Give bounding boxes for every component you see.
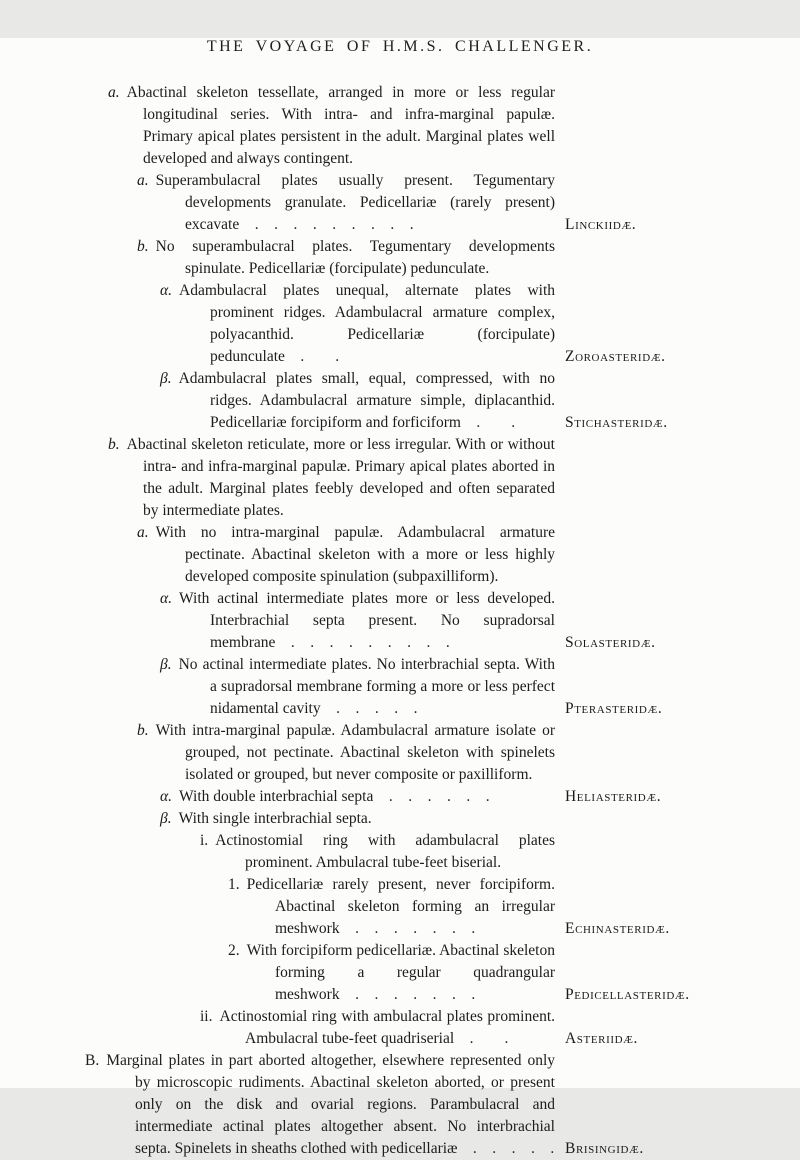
entry-text: With actinal intermediate plates more or less developed. Interbrachial septa present. No supradorsal membrane	[179, 590, 555, 651]
key-entry	[85, 170, 755, 236]
dot-leader: . .	[460, 414, 516, 431]
entry-text: With no intra-marginal papulæ. Adambulacral armature pectinate. Abactinal skeleton with a more or less highly developed composite spinulation (subpaxilliform).	[155, 524, 555, 585]
family-name: Stichasteridæ.	[565, 414, 668, 431]
family-name: Zoroasteridæ.	[565, 348, 666, 365]
entry-text-wrap	[85, 808, 555, 830]
entry-text: With forcipiform pedicellariæ. Abactinal skeleton forming a regular quadrangular meshwork	[246, 942, 555, 1003]
entry-text-wrap	[85, 874, 555, 940]
entry-text-wrap	[85, 280, 555, 368]
key-entry	[85, 830, 755, 874]
taxonomic-key	[85, 82, 755, 1160]
family-name: Heliasteridæ.	[565, 788, 662, 805]
entry-text: Actinostomial ring with ambulacral plates prominent. Ambulacral tube-feet quadriserial	[219, 1008, 555, 1047]
entry-text: Superambulacral plates usually present. Tegumentary developments granulate. Pedicellariæ (rarely present) excavate	[155, 172, 555, 233]
family-name: Pedicellasteridæ.	[565, 986, 690, 1003]
entry-text-wrap	[85, 522, 555, 588]
dot-leader: . . . . . .	[373, 788, 490, 805]
entry-text-wrap	[85, 82, 555, 170]
entry-marker: b.	[108, 436, 120, 453]
dot-leader: . . . . .	[320, 700, 418, 717]
key-entry	[85, 522, 755, 588]
entry-text-wrap	[85, 940, 555, 1006]
key-entry	[85, 720, 755, 786]
entry-text-wrap	[85, 830, 555, 874]
scanned-document-page	[0, 38, 800, 1157]
entry-marker: ii.	[200, 1008, 213, 1025]
entry-marker: a.	[108, 84, 120, 101]
key-entry	[85, 434, 755, 522]
entry-marker: α.	[160, 282, 173, 299]
dot-leader: . . . . . . . . .	[275, 634, 450, 651]
entry-text-wrap	[85, 786, 555, 808]
entry-marker: α.	[160, 590, 173, 607]
entry-text: Actinostomial ring with adambulacral plates prominent. Ambulacral tube-feet biserial.	[215, 832, 555, 871]
entry-text-wrap	[85, 720, 555, 786]
family-name: Linckiidæ.	[565, 216, 637, 233]
entry-text: With double interbrachial septa	[179, 788, 374, 805]
entry-text: Abactinal skeleton tessellate, arranged in more or less regular longitudinal series. With intra- and infra-marginal papulæ. Primary apical plates persistent in the adult. Marginal plates well developed and always contingent.	[126, 84, 555, 167]
family-name: Pterasteridæ.	[565, 700, 663, 717]
entry-text-wrap	[85, 170, 555, 236]
family-name: Brisingidæ.	[565, 1140, 644, 1157]
entry-text: No actinal intermediate plates. No interbrachial septa. With a supradorsal membrane forming a more or less perfect nidamental cavity	[178, 656, 555, 717]
key-entry	[85, 1006, 755, 1050]
entry-marker: a.	[137, 172, 149, 189]
entry-text: Marginal plates in part aborted altogether, elsewhere represented only by microscopic rudiments. Abactinal skeleton aborted, or present only on the disk and ovarial regions. Parambulacral and intermediate actinal plates altogether absent. No interbrachial septa. Spinelets in sheaths clothed with pedicellariæ	[106, 1052, 555, 1157]
key-entry	[85, 588, 755, 654]
entry-marker: b.	[137, 722, 149, 739]
entry-marker: b.	[137, 238, 149, 255]
dot-leader: . . . . . . .	[339, 920, 476, 937]
entry-marker: β.	[160, 656, 172, 673]
key-entry	[85, 280, 755, 368]
entry-marker: 1.	[228, 876, 240, 893]
key-entry	[85, 1050, 755, 1160]
entry-text-wrap	[85, 434, 555, 522]
entry-text-wrap	[85, 654, 555, 720]
key-entry	[85, 874, 755, 940]
dot-leader: . .	[454, 1030, 509, 1047]
dot-leader: . .	[284, 348, 340, 365]
dot-leader: . . . . . . . . .	[239, 216, 414, 233]
key-entry	[85, 368, 755, 434]
dot-leader: . . . . .	[457, 1140, 555, 1157]
family-name: Echinasteridæ.	[565, 920, 670, 937]
page-title: THE VOYAGE OF H.M.S. CHALLENGER.	[206, 38, 594, 55]
entry-text: Adambulacral plates unequal, alternate plates with prominent ridges. Adambulacral armature complex, polyacanthid. Pedicellariæ (forcipulate) pedunculate	[179, 282, 555, 365]
entry-marker: α.	[160, 788, 173, 805]
entry-text: Pedicellariæ rarely present, never forcipiform. Abactinal skeleton forming an irregular meshwork	[246, 876, 555, 937]
entry-marker: 2.	[228, 942, 240, 959]
entry-text-wrap	[85, 368, 555, 434]
entry-marker: B.	[85, 1052, 100, 1069]
entry-marker: i.	[200, 832, 209, 849]
entry-marker: β.	[160, 810, 172, 827]
family-name: Asteriidæ.	[565, 1030, 639, 1047]
entry-marker: β.	[160, 370, 172, 387]
entry-text-wrap	[85, 1050, 555, 1160]
key-entry	[85, 82, 755, 170]
key-entry	[85, 940, 755, 1006]
entry-text-wrap	[85, 236, 555, 280]
entry-text: With intra-marginal papulæ. Adambulacral armature isolate or grouped, not pectinate. Abactinal skeleton with spinelets isolated or grouped, but never composite or paxilliform.	[155, 722, 555, 783]
family-name: Solasteridæ.	[565, 634, 656, 651]
entry-text: No superambulacral plates. Tegumentary developments spinulate. Pedicellariæ (forcipulate) pedunculate.	[155, 238, 555, 277]
entry-text: Abactinal skeleton reticulate, more or less irregular. With or without intra- and infra-marginal papulæ. Primary apical plates aborted in the adult. Marginal plates feebly developed and often separated by intermediate plates.	[126, 436, 555, 519]
key-entry	[85, 236, 755, 280]
key-entry	[85, 786, 755, 808]
entry-text: With single interbrachial septa.	[178, 810, 372, 827]
entry-marker: a.	[137, 524, 149, 541]
entry-text-wrap	[85, 588, 555, 654]
key-entry	[85, 808, 755, 830]
entry-text-wrap	[85, 1006, 555, 1050]
entry-text: Adambulacral plates small, equal, compressed, with no ridges. Adambulacral armature simple, diplacanthid. Pedicellariæ forcipiform and forficiform	[178, 370, 555, 431]
dot-leader: . . . . . . .	[339, 986, 476, 1003]
key-entry	[85, 654, 755, 720]
